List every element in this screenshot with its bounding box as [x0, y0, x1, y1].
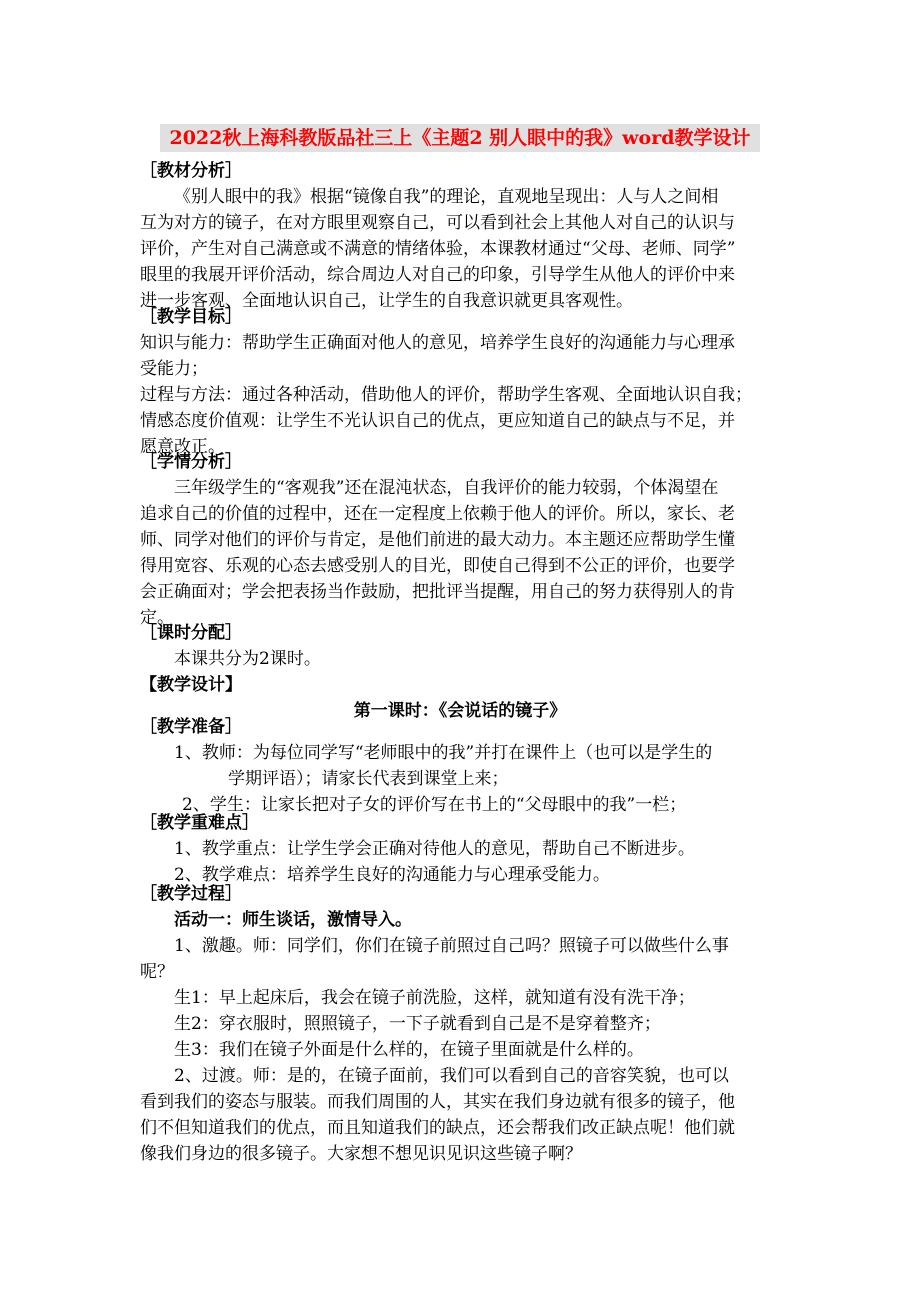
paragraph-line: 1、教师：为每位同学写“老师眼中的我”并打在课件上（也可以是学生的 [174, 743, 713, 763]
paragraph-line: 像我们身边的很多镜子。大家想不想见识见识这些镜子啊？ [140, 1144, 582, 1164]
section-heading-teaching-goals: ［教学目标］ [140, 307, 242, 327]
paragraph-line: 受能力； [140, 359, 208, 379]
section-heading-teaching-design: 【教学设计】 [140, 675, 242, 695]
activity-title: 活动一：师生谈话，激情导入。 [174, 910, 412, 930]
section-heading-teaching-process: ［教学过程］ [140, 884, 242, 904]
paragraph-line: 三年级学生的“客观我”还在混沌状态，自我评价的能力较弱，个体渴望在 [174, 478, 719, 498]
paragraph-line: 互为对方的镜子，在对方眼里观察自己，可以看到社会上其他人对自己的认识与 [140, 213, 735, 233]
document-title: 2022秋上海科教版品社三上《主题2 别人眼中的我》word教学设计 [160, 124, 760, 152]
paragraph-line: 生3：我们在镜子外面是什么样的，在镜子里面就是什么样的。 [174, 1040, 644, 1060]
paragraph-line: 生2：穿衣服时，照照镜子，一下子就看到自己是不是穿着整齐； [174, 1014, 661, 1034]
paragraph-line: 们不但知道我们的优点，而且知道我们的缺点，还会帮我们改正缺点呢！他们就 [140, 1118, 735, 1138]
paragraph-line: 学期评语）；请家长代表到课堂上来； [228, 769, 509, 789]
paragraph-line: 2、教学难点：培养学生良好的沟通能力与心理承受能力。 [174, 865, 610, 885]
paragraph-line: 本课共分为2课时。 [174, 649, 321, 669]
section-heading-material-analysis: ［教材分析］ [140, 161, 242, 181]
paragraph-line: 2、过渡。师：是的，在镜子面前，我们可以看到自己的音容笑貌，也可以 [174, 1066, 729, 1086]
paragraph-line: 看到我们的姿态与服装。而我们周围的人，其实在我们身边就有很多的镜子，他 [140, 1092, 735, 1112]
section-heading-preparation: ［教学准备］ [140, 717, 242, 737]
paragraph-line: 情感态度价值观：让学生不光认识自己的优点，更应知道自己的缺点与不足，并 [140, 411, 735, 431]
paragraph-line: 呢？ [140, 962, 174, 982]
paragraph-line: 愿意改正。 [140, 437, 225, 457]
paragraph-line: 1、教学重点：让学生学会正确对待他人的意见，帮助自己不断进步。 [174, 839, 695, 859]
paragraph-line: 1、激趣。师：同学们，你们在镜子前照过自己吗？照镜子可以做些什么事 [174, 936, 729, 956]
paragraph-line: 评价，产生对自己满意或不满意的情绪体验，本课教材通过“父母、老师、同学” [140, 239, 736, 259]
paragraph-line: 过程与方法：通过各种活动，借助他人的评价，帮助学生客观、全面地认识自我； [140, 385, 752, 405]
paragraph-line: 定。 [140, 608, 174, 628]
paragraph-line: 得用宽容、乐观的心态去感受别人的目光，即使自己得到不公正的评价，也要学 [140, 556, 735, 576]
paragraph-line: 生1：早上起床后，我会在镜子前洗脸，这样，就知道有没有洗干净； [174, 988, 695, 1008]
paragraph-line: 知识与能力：帮助学生正确面对他人的意见，培养学生良好的沟通能力与心理承 [140, 333, 735, 353]
section-heading-class-hours: ［课时分配］ [140, 623, 242, 643]
paragraph-line: 眼里的我展开评价活动，综合周边人对自己的印象，引导学生从他人的评价中来 [140, 265, 735, 285]
lesson-title: 第一课时：《会说话的镜子》 [353, 701, 567, 721]
paragraph-line: 追求自己的价值的过程中，还在一定程度上依赖于他人的评价。所以，家长、老 [140, 504, 735, 524]
paragraph-line: 会正确面对；学会把表扬当作鼓励，把批评当提醒，用自己的努力获得别人的肯 [140, 582, 735, 602]
paragraph-line: 《别人眼中的我》根据“镜像自我”的理论，直观地呈现出：人与人之间相 [174, 187, 719, 207]
paragraph-line: 进一步客观、全面地认识自己，让学生的自我意识就更具客观性。 [140, 291, 633, 311]
section-heading-key-points: ［教学重难点］ [140, 813, 259, 833]
paragraph-line: 师、同学对他们的评价与肯定，是他们前进的最大动力。本主题还应帮助学生懂 [140, 530, 735, 550]
paragraph-line: 2、学生：让家长把对子女的评价写在书上的“父母眼中的我”一栏； [182, 795, 687, 815]
section-heading-student-analysis: ［学情分析］ [140, 452, 242, 472]
